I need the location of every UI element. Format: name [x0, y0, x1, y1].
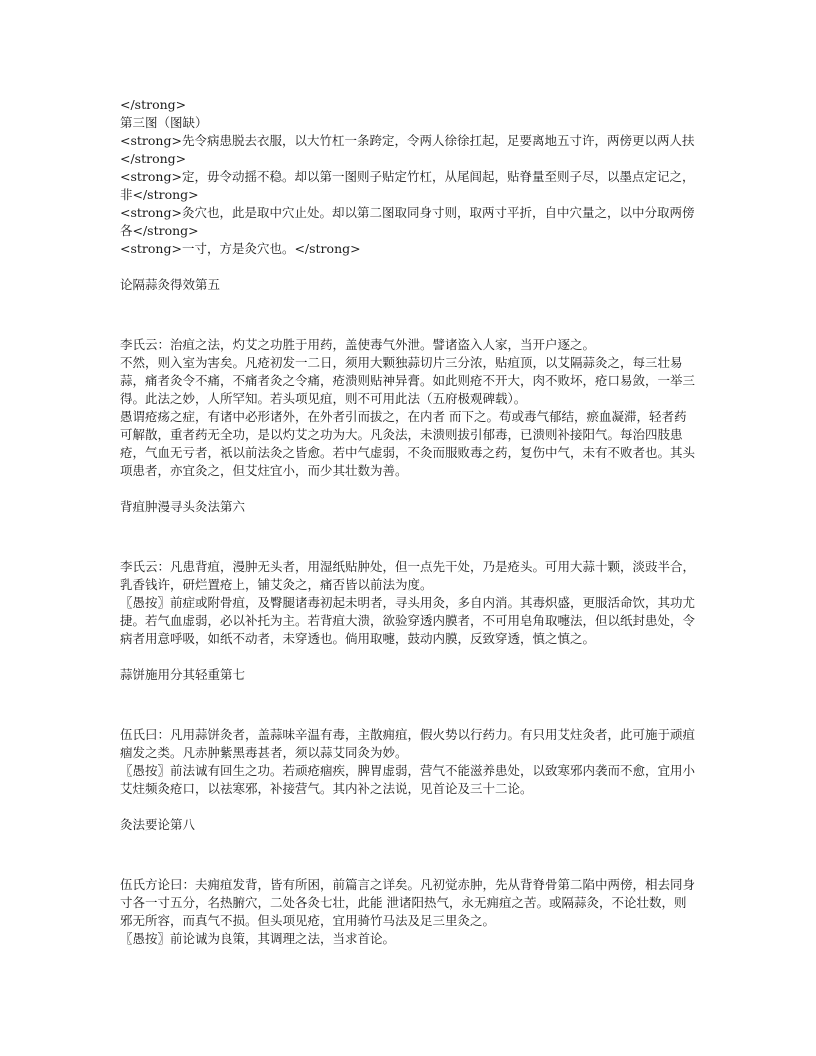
intro-line: <strong>定，毋令动摇不稳。却以第一图则子贴定竹杠，从尾闾起，贴脊量至则子尽，以墨点定记之，非</strong>	[120, 169, 695, 202]
section-title: 灸法要论第八	[120, 817, 196, 832]
figure-caption: 第三图（图缺）	[120, 115, 208, 130]
section-title: 蒜饼施用分其轻重第七	[120, 667, 246, 682]
paragraph: 〖愚按〗前法诚有回生之功。若顽疮痼疾，脾胃虚弱，营气不能滋养患处，以致寒邪内袭而不愈，宜用小艾炷频灸疮口，以祛寒邪，补接营气。其内补之法说，见首论及三十二论。	[120, 763, 696, 796]
paragraph: 伍氏方论曰：夫痈疽发背，皆有所困，前篇言之详矣。凡初觉赤肿，先从背脊骨第二陷中两傍，相去同身寸各一寸五分，名热腑穴，二处各灸七壮，此能 泄诸阳热气，永无痈疽之苦。或隔蒜灸，不论壮数，则邪无所容，而真气不损。但头项见疮，宜用骑竹马法及足三里灸之。	[120, 877, 696, 928]
section-body	[120, 558, 698, 648]
paragraph: 〖愚按〗前症或附骨疽，及臀腿诸毒初起未明者，寻头用灸，多自内消。其毒炽盛，更服活命饮，其功尤捷。若气血虚弱，必以补托为主。若背疽大溃，欲验穿透内膜者，不可用皂角取嚏法，但以纸封患处，令病者用意呼吸，如纸不动者，未穿透也。倘用取嚏，鼓动内膜，反致穿透，慎之慎之。	[120, 595, 696, 646]
intro-line: <strong>灸穴也，此是取中穴止处。却以第二图取同身寸则，取两寸平折，自中穴量之，以中分取两傍各</strong>	[120, 205, 695, 238]
document-page	[120, 96, 698, 966]
section-body	[120, 336, 698, 480]
intro-line: <strong>先令病患脱去衣服，以大竹杠一条跨定，令两人徐徐扛起，足要离地五寸许，两傍更以两人扶</strong>	[120, 133, 695, 166]
section-body	[120, 726, 698, 798]
intro-line: <strong>一寸，方是灸穴也。</strong>	[120, 241, 361, 256]
paragraph: 〖愚按〗前论诚为良策，其调理之法，当求首论。	[120, 931, 396, 946]
section-title: 论隔蒜灸得效第五	[120, 277, 221, 292]
intro-line: </strong>	[120, 97, 187, 112]
section-body	[120, 876, 698, 948]
section-title: 背疽肿漫寻头灸法第六	[120, 499, 246, 514]
intro-block	[120, 96, 698, 258]
paragraph: 愚谓疮疡之症，有诸中必形诸外，在外者引而拔之，在内者 而下之。苟或毒气郁结，瘀血凝滞，轻者药可解散，重者药无全功，是以灼艾之功为大。凡灸法，未溃则拔引郁毒，已溃则补接阳气。每治四肢患疮，气血无亏者，祇以前法灸之皆愈。若中气虚弱，不灸而服败毒之药，复伤中气，未有不败者也。其头项患者，亦宜灸之，但艾炷宜小，而少其壮数为善。	[120, 409, 696, 478]
paragraph: 李氏云：凡患背疽，漫肿无头者，用湿纸贴肿处，但一点先干处，乃是疮头。可用大蒜十颗，淡豉半合，乳香钱许，研烂置疮上，铺艾灸之，痛否皆以前法为度。	[120, 559, 696, 592]
paragraph: 不然，则入室为害矣。凡疮初发一二日，须用大颗独蒜切片三分浓，贴疽顶，以艾隔蒜灸之，每三壮易蒜，痛者灸令不痛，不痛者灸之令痛，疮溃则贴神异膏。如此则疮不开大，肉不败坏，疮口易敛，一举三得。此法之妙，人所罕知。若头项见疽，则不可用此法（五府极观碑载）。	[120, 355, 696, 406]
paragraph: 李氏云：治疽之法，灼艾之功胜于用药，盖使毒气外泄。譬诸盗入人家，当开户逐之。	[120, 337, 596, 352]
paragraph: 伍氏曰：凡用蒜饼灸者，盖蒜味辛温有毒，主散痈疽，假火势以行药力。有只用艾炷灸者，此可施于顽疽痼发之类。凡赤肿紫黑毒甚者，须以蒜艾同灸为妙。	[120, 727, 696, 760]
